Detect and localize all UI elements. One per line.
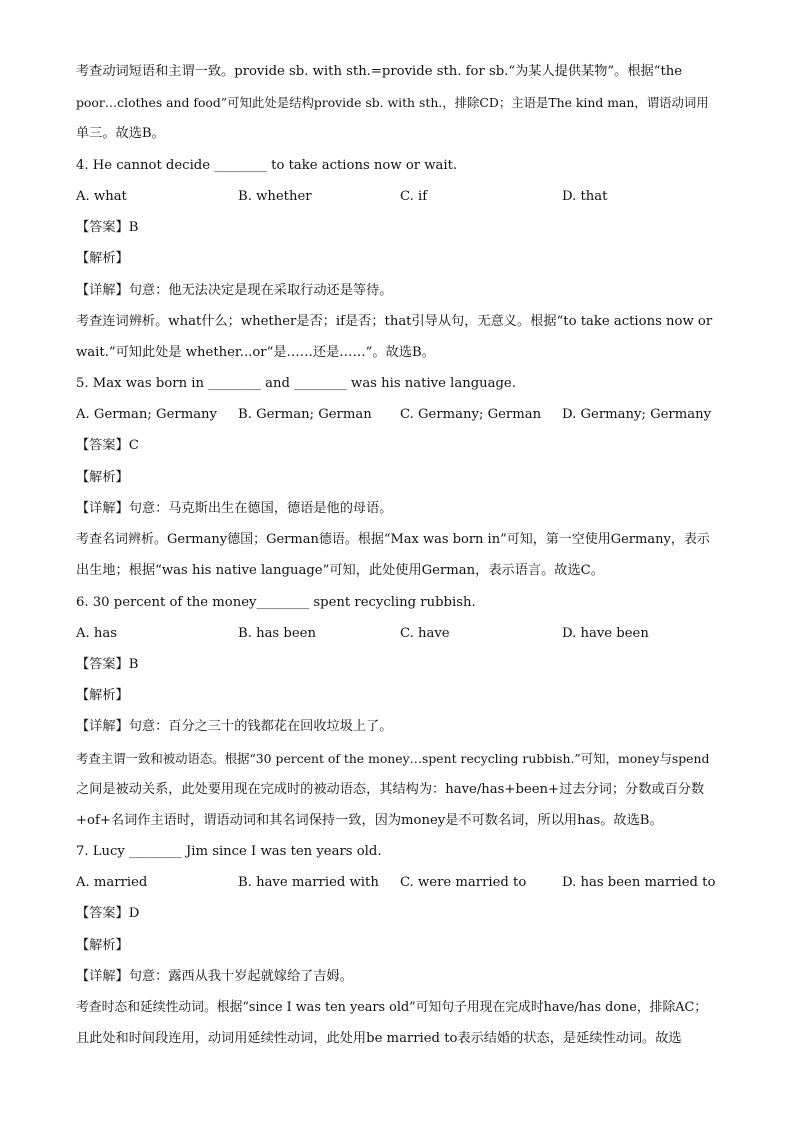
question-stem: 4. He cannot decide ________ to take actions now or wait. — [76, 158, 458, 173]
answer-options — [76, 405, 716, 425]
detail-line: 【详解】句意：他无法决定是现在采取行动还是等待。 — [76, 283, 393, 298]
option-d: D. that — [562, 189, 608, 204]
option-a: A. has — [76, 626, 118, 641]
question-stem: 7. Lucy ________ Jim since I was ten years old. — [76, 844, 382, 859]
analysis-label: 【解析】 — [76, 688, 129, 703]
intro-line: 单三。故选B。 — [76, 126, 165, 141]
detail-line: 考查名词辨析。Germany德国；German德语。根据“Max was born in”可知，第一空使用Germany，表示 — [76, 532, 710, 547]
detail-line: wait.”可知此处是 whether...or“是……还是……”。故选B。 — [76, 345, 435, 360]
option-b: B. have married with — [238, 875, 379, 890]
option-a: A. German; Germany — [76, 407, 217, 422]
analysis-label: 【解析】 — [76, 251, 129, 266]
question-stem: 6. 30 percent of the money________ spent recycling rubbish. — [76, 595, 476, 610]
answer-options — [76, 624, 716, 644]
intro-line: 考查动词短语和主谓一致。provide sb. with sth.=provide sth. for sb.“为某人提供某物”。根据“the — [76, 64, 683, 79]
detail-line: 考查时态和延续性动词。根据“since I was ten years old”可知句子用现在完成时have/has done，排除AC； — [76, 1000, 708, 1015]
answer-label: 【答案】D — [76, 906, 140, 921]
intro-line: poor…clothes and food”可知此处是结构provide sb. with sth.，排除CD；主语是The kind man，谓语动词用 — [76, 95, 709, 110]
option-c: C. Germany; German — [400, 407, 542, 422]
question-stem: 5. Max was born in ________ and ________ was his native language. — [76, 376, 516, 391]
option-b: B. German; German — [238, 407, 372, 422]
analysis-label: 【解析】 — [76, 470, 129, 485]
detail-line: 之间是被动关系，此处要用现在完成时的被动语态，其结构为：have/has+been+过去分词；分数或百分数 — [76, 782, 705, 797]
detail-line: 出生地；根据“was his native language”可知，此处使用German，表示语言。故选C。 — [76, 563, 604, 578]
option-b: B. has been — [238, 626, 316, 641]
answer-options — [76, 873, 716, 893]
detail-line: 考查主谓一致和被动语态。根据“30 percent of the money…spent recycling rubbish.”可知，money与spend — [76, 751, 710, 766]
option-a: A. married — [76, 875, 148, 890]
analysis-label: 【解析】 — [76, 938, 129, 953]
option-a: A. what — [76, 189, 127, 204]
detail-line: 【详解】句意：露西从我十岁起就嫁给了吉姆。 — [76, 969, 353, 984]
option-c: C. have — [400, 626, 450, 641]
answer-options — [76, 187, 716, 207]
option-b: B. whether — [238, 189, 312, 204]
option-d: D. have been — [562, 626, 649, 641]
detail-line: 且此处和时间段连用，动词用延续性动词，此处用be married to表示结婚的状态，是延续性动词。故选 — [76, 1031, 682, 1046]
detail-line: 【详解】句意：百分之三十的钱都花在回收垃圾上了。 — [76, 719, 393, 734]
answer-label: 【答案】C — [76, 438, 139, 453]
detail-line: +of+名词作主语时，谓语动词和其名词保持一致，因为money是不可数名词，所以用has。故选B。 — [76, 813, 663, 828]
answer-label: 【答案】B — [76, 220, 139, 235]
option-c: C. were married to — [400, 875, 527, 890]
detail-line: 考查连词辨析。what什么；whether是否；if是否；that引导从句，无意义。根据“to take actions now or — [76, 314, 713, 329]
detail-line: 【详解】句意：马克斯出生在德国，德语是他的母语。 — [76, 501, 393, 516]
option-c: C. if — [400, 189, 428, 204]
option-d: D. Germany; Germany — [562, 407, 712, 422]
option-d: D. has been married to — [562, 875, 716, 890]
answer-label: 【答案】B — [76, 657, 139, 672]
